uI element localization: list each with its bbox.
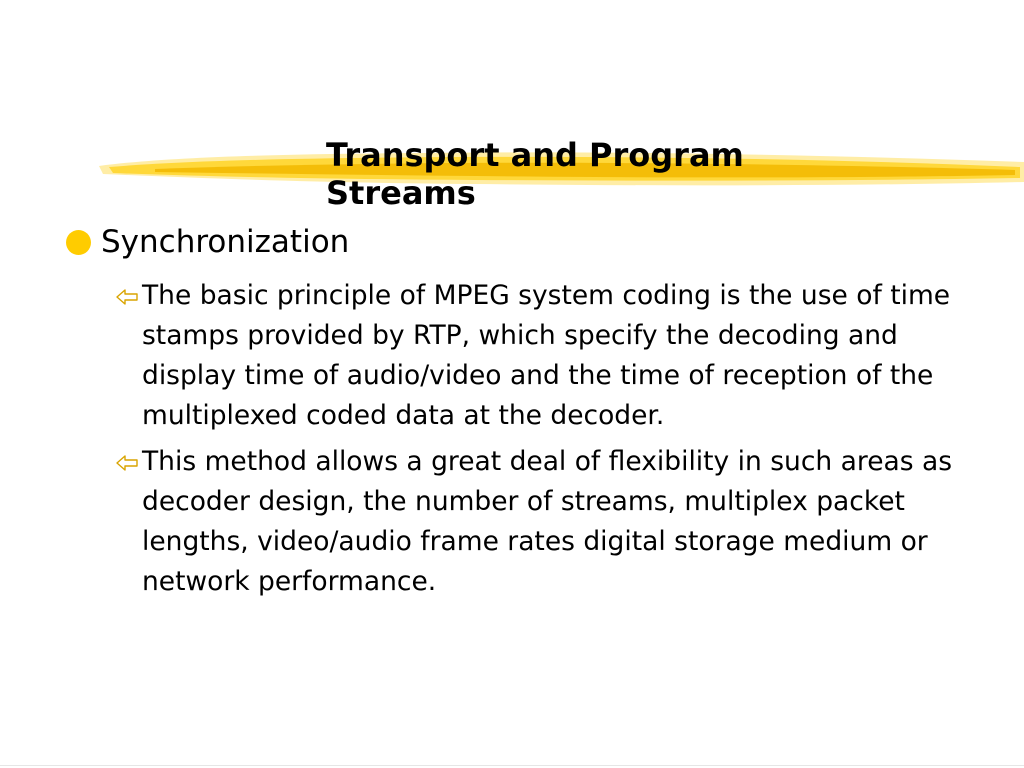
bullet-item <box>60 222 960 262</box>
sub-bullet-item <box>112 276 960 436</box>
left-arrow-icon <box>112 442 142 472</box>
left-arrow-icon <box>112 276 142 306</box>
sub-bullet-text: This method allows a great deal of flexibility in such areas as decoder design, the number of streams, multiplex packet lengths, video/audio frame rates digital storage medium or network performance. <box>142 446 953 597</box>
sub-bullet-item <box>112 442 960 602</box>
slide-title: Transport and Program Streams <box>326 136 744 212</box>
bullet-label: Synchronization <box>101 224 350 260</box>
filled-circle-icon <box>66 230 91 255</box>
sub-bullet-text: The basic principle of MPEG system coding is the use of time stamps provided by RTP, which specify the decoding and display time of audio/video and the time of reception of the multiplexed coded data at the decoder. <box>142 280 951 431</box>
slide-body <box>60 222 960 608</box>
bottom-divider <box>0 765 1024 766</box>
sub-bullet-list <box>60 276 960 602</box>
